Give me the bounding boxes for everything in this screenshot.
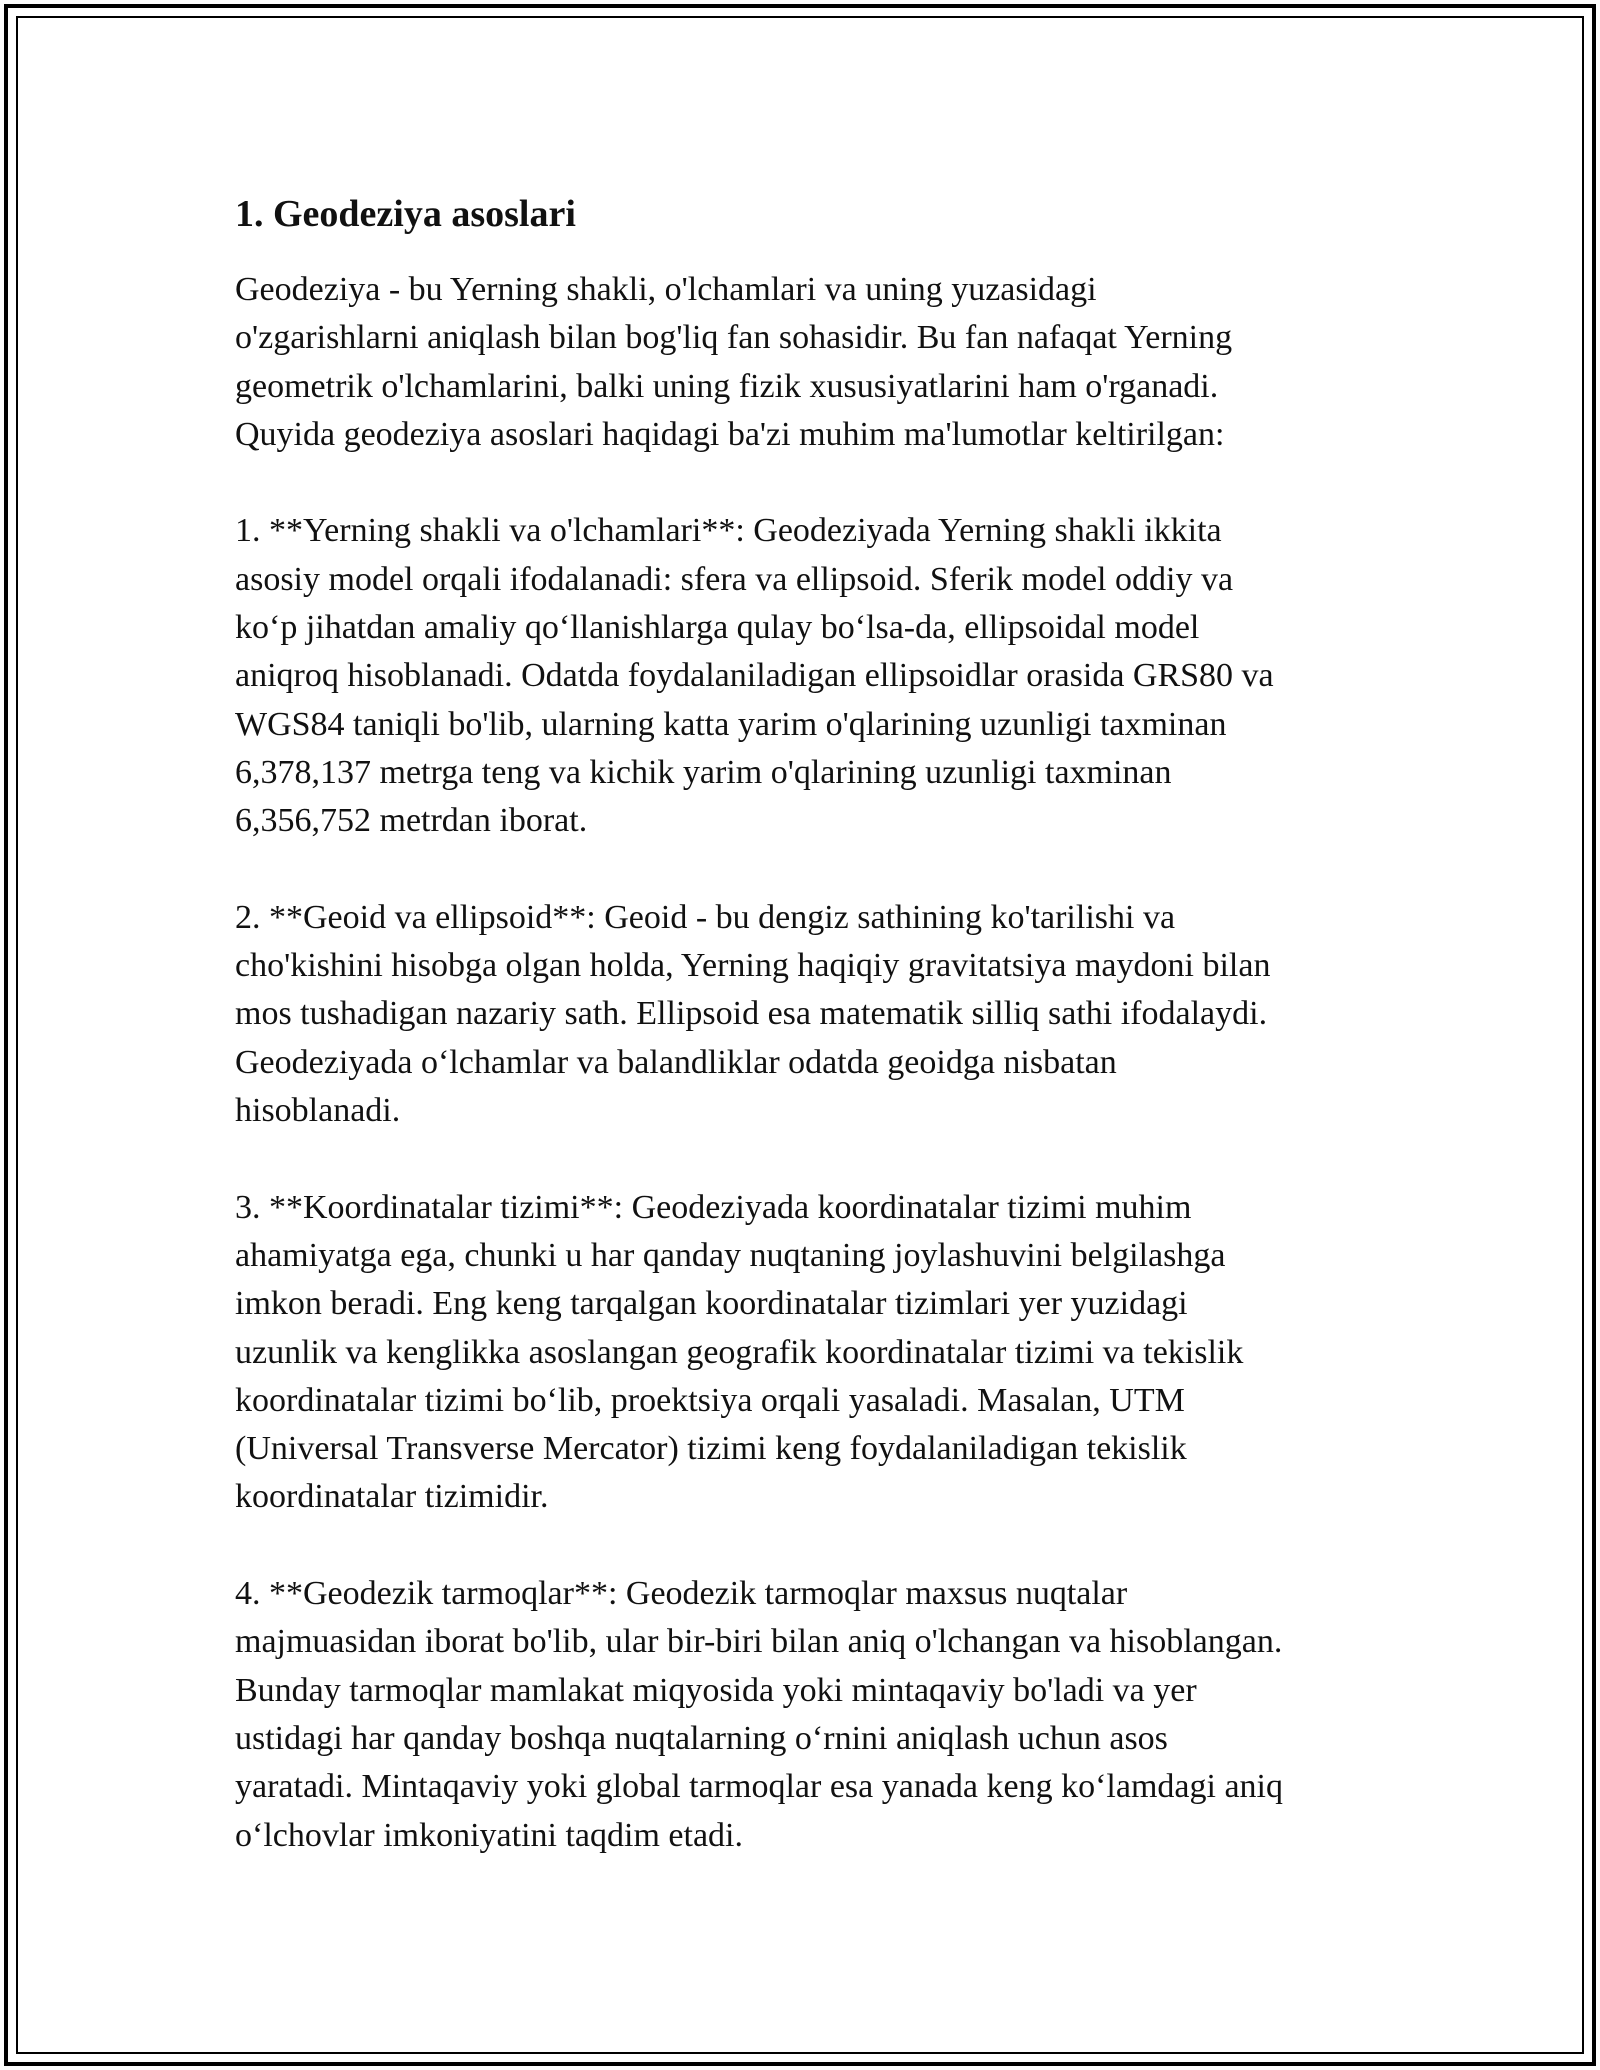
intro-paragraph: Geodeziya - bu Yerning shakli, o'lchamlari va uning yuzasidagi o'zgarishlarni aniqlash bilan bog'liq fan sohasidir. Bu fan nafaqat Yerning geometrik o'lchamlarini, balki uning fizik xususiyatlarini ham o'rganadi. Quyida geodeziya asoslari haqidagi ba'zi muhim ma'lumotlar keltirilgan: [235,271,1233,453]
paragraph-coordinate-systems: 3. **Koordinatalar tizimi**: Geodeziyada koordinatalar tizimi muhim ahamiyatga ega, chunki u har qanday nuqtaning joylashuvini belgilashga imkon beradi. Eng keng tarqalgan koordinatalar tizimlari yer yuzidagi uzunlik va kenglikka asoslangan geografik koordinatalar tizimi va tekislik koordinatalar tizimi bo‘lib, proektsiya orqali yasaladi. Masalan, UTM (Universal Transverse Mercator) tizimi keng foydalaniladigan tekislik koordinatalar tizimidir. [235,1188,1244,1516]
paragraph-geoid-ellipsoid: 2. **Geoid va ellipsoid**: Geoid - bu dengiz sathining ko'tarilishi va cho'kishini hisobga olgan holda, Yerning haqiqiy gravitatsiya maydoni bilan mos tushadigan nazariy sath. Ellipsoid esa matematik silliq sathi ifodalaydi. Geodeziyada o‘lchamlar va balandliklar odatda geoidga nisbatan hisoblanadi. [235,898,1271,1130]
paragraph-geodetic-networks: 4. **Geodezik tarmoqlar**: Geodezik tarmoqlar maxsus nuqtalar majmuasidan iborat bo'lib, ular bir-biri bilan aniq o'lchangan va hisoblangan. Bunday tarmoqlar mamlakat miqyosida yoki mintaqaviy bo'ladi va yer ustidagi har qanday boshqa nuqtalarning o‘rnini aniqlash uchun asos yaratadi. Mintaqaviy yoki global tarmoqlar esa yanada keng ko‘lamdagi aniq o‘lchovlar imkoniyatini taqdim etadi. [235,1575,1283,1854]
document-body [235,188,1375,1908]
page-title: 1. Geodeziya asoslari [235,193,576,235]
paragraph-earth-shape: 1. **Yerning shakli va o'lchamlari**: Geodeziyada Yerning shakli ikkita asosiy model orqali ifodalanadi: sfera va ellipsoid. Sferik model oddiy va ko‘p jihatdan amaliy qo‘llanishlarga qulay bo‘lsa-da, ellipsoidal model aniqroq hisoblanadi. Odatda foydalaniladigan ellipsoidlar orasida GRS80 va WGS84 taniqli bo'lib, ularning katta yarim o'qlarining uzunligi taxminan 6,378,137 metrga teng va kichik yarim o'qlarining uzunligi taxminan 6,356,752 metrdan iborat. [235,512,1274,840]
